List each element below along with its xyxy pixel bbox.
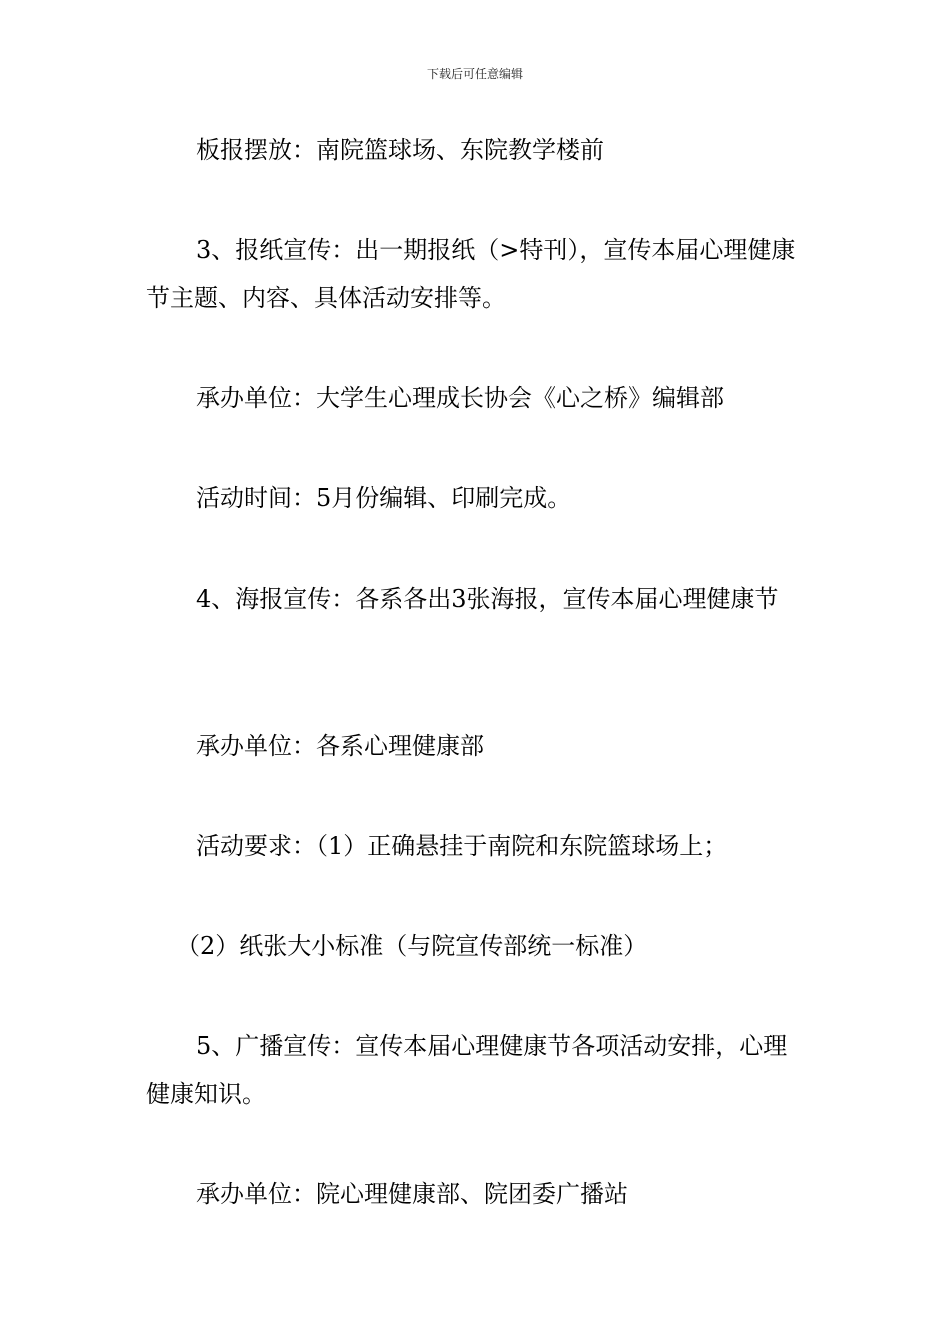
paragraph-organizer-editorial: 承办单位：大学生心理成长协会《心之桥》编辑部 [196,384,724,412]
paragraph-activity-requirement-1: 活动要求：（1）正确悬挂于南院和东院篮球场上； [196,832,728,860]
paragraph-board-placement: 板报摆放：南院篮球场、东院教学楼前 [196,136,604,164]
paragraph-activity-requirement-2: （2）纸张大小标准（与院宣传部统一标准） [176,932,648,960]
paragraph-broadcast-promo: 5、广播宣传：宣传本届心理健康节各项活动安排，心理健康知识。 [146,1032,788,1108]
paragraph-poster-promo: 4、海报宣传：各系各出3张海报，宣传本届心理健康节 [196,585,779,613]
paragraph-activity-time: 活动时间：5月份编辑、印刷完成。 [196,484,572,512]
page-header: 下载后可任意编辑 [426,67,523,81]
paragraph-organizer-broadcast: 承办单位：院心理健康部、院团委广播站 [196,1180,628,1208]
paragraph-organizer-departments: 承办单位：各系心理健康部 [196,732,484,760]
paragraph-newspaper-promo: 3、报纸宣传：出一期报纸（>特刊），宣传本届心理健康节主题、内容、具体活动安排等。 [146,236,796,312]
